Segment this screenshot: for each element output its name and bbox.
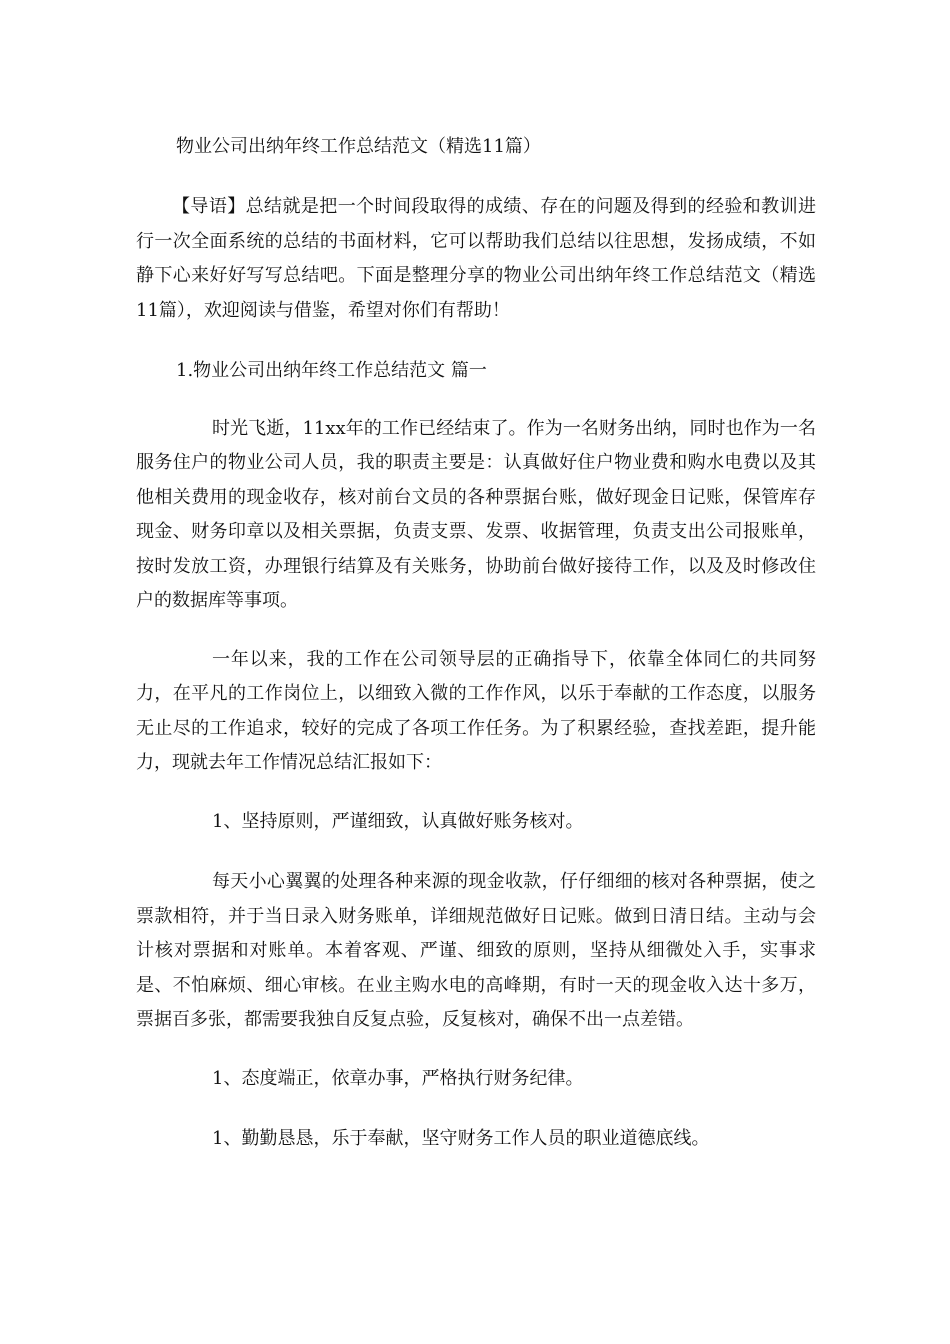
intro-paragraph: 【导语】总结就是把一个时间段取得的成绩、存在的问题及得到的经验和教训进行一次全面系统的总结的书面材料，它可以帮助我们总结以往思想，发扬成绩，不如静下心来好好写写总结吧。下面是整理分享的物业公司出纳年终工作总结范文（精选11篇），欢迎阅读与借鉴，希望对你们有帮助！ xyxy=(136,196,816,321)
paragraph-overview: 一年以来，我的工作在公司领导层的正确指导下，依靠全体同仁的共同努力，在平凡的工作岗位上，以细致入微的工作作风，以乐于奉献的工作态度，以服务无止尽的工作追求，较好的完成了各项工作任务。为了积累经验，查找差距，提升能力，现就去年工作情况总结汇报如下： xyxy=(136,648,816,773)
paragraph-duties: 时光飞逝，11xx年的工作已经结束了。作为一名财务出纳，同时也作为一名服务住户的物业公司人员，我的职责主要是：认真做好住户物业费和购水电费以及其他相关费用的现金收存，核对前台文员的各种票据台账，做好现金日记账，保管库存现金、财务印章以及相关票据，负责支票、发票、收据管理，负责支出公司报账单，按时发放工资，办理银行结算及有关账务，协助前台做好接待工作，以及及时修改住户的数据库等事项。 xyxy=(136,417,816,611)
document-body xyxy=(136,132,816,1183)
document-title: 物业公司出纳年终工作总结范文（精选11篇） xyxy=(176,136,541,157)
subheading-discipline: 1、态度端正，依章办事，严格执行财务纪律。 xyxy=(212,1067,584,1089)
subheading-account-check: 1、坚持原则，严谨细致，认真做好账务核对。 xyxy=(212,810,584,832)
subheading-ethics: 1、勤勤恳恳，乐于奉献，坚守财务工作人员的职业道德底线。 xyxy=(212,1128,710,1149)
section-heading: 1.物业公司出纳年终工作总结范文 篇一 xyxy=(176,360,487,381)
paragraph-cash-handling: 每天小心翼翼的处理各种来源的现金收款，仔仔细细的核对各种票据，使之票款相符，并于当日录入财务账单，详细规范做好日记账。做到日清日结。主动与会计核对票据和对账单。本着客观、严谨、细致的原则，坚持从细微处入手，实事求是、不怕麻烦、细心审核。在业主购水电的高峰期，有时一天的现金收入达十多万，票据百多张，都需要我独自反复点验，反复核对，确保不出一点差错。 xyxy=(136,871,816,1030)
